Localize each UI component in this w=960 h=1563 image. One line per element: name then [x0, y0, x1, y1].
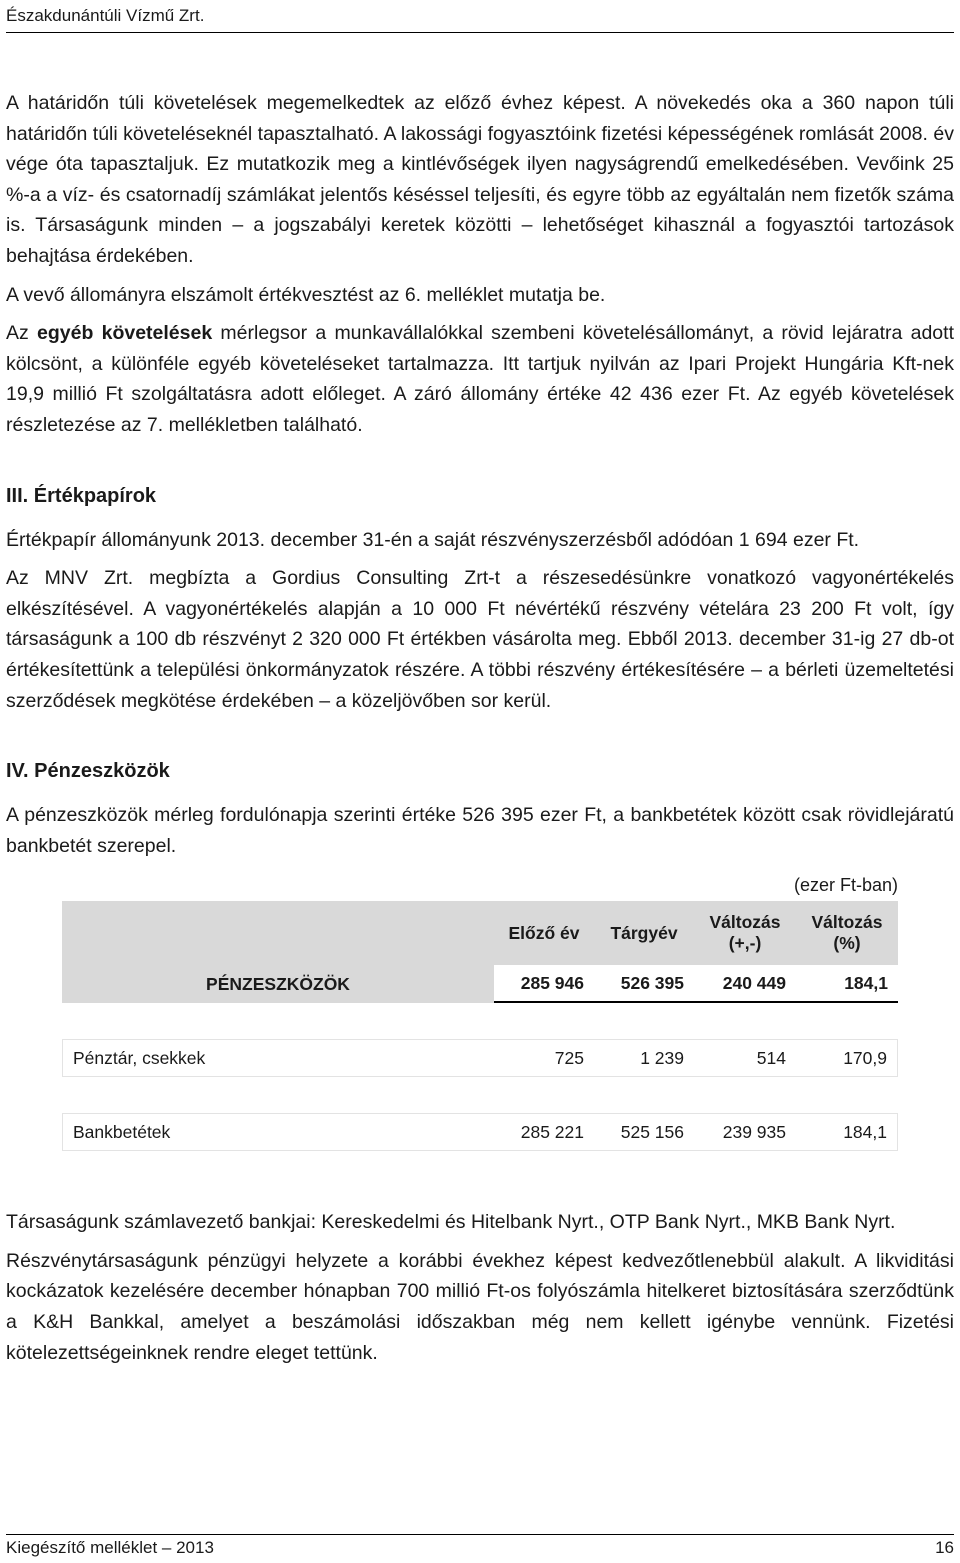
section-cash-title: IV. Pénzeszközök: [6, 760, 170, 783]
footer-title: Kiegészítő melléklet – 2013: [6, 1538, 214, 1557]
paragraph-other-receivables: [6, 318, 954, 440]
paragraph-cash-balance: A pénzeszközök mérleg fordulónapja szerinti értéke 526 395 ezer Ft, a bankbetétek között csak rövidlejáratú bankbetét szerepel.: [6, 804, 954, 857]
paragraph-overdue-receivables: A határidőn túli követelések megemelkedtek az előző évhez képest. A növekedés oka a 360 napon túli határidőn túli követeléseknél tapasztalható. A lakossági fogyasztóink fizetési képességének romlását 2008. év vége óta tapasztaljuk. Ez mutatkozik meg a kintlévőségek ilyen nagyságrendű emelkedésében. Vevőink 25 %-a a víz- és csatornadíj számlákat jelentős késéssel teljesíti, és egyre több az egyáltalán nem fizetők száma is. Társaságunk minden – a jogszabályi keretek közötti – lehetőséget kihasznál a fogyasztói tartozások behajtása érdekében.: [6, 92, 954, 267]
cell-change-pct: 184,1: [796, 1113, 898, 1151]
total-current-year: 526 395: [594, 965, 694, 1003]
document-body: [6, 88, 954, 1368]
paragraph-financial-position: Részvénytársaságunk pénzügyi helyzete a korábbi évekhez képest kedvezőtlenebbül alakult. A likviditási kockázatok kezelésére december hónapban 700 millió Ft-os folyószámla hitelkeret biztosítására szerződtünk a K&H Bankkal, amelyet a beszámolási időszakban még nem kellett igénybe vennünk. Fizetési kötelezettségeinknek rendre eleget tettünk.: [6, 1249, 954, 1364]
page-footer: [6, 1534, 954, 1561]
page-header: [6, 4, 954, 33]
col-header-current-year: Tárgyév: [594, 901, 694, 965]
cell-change-abs: 239 935: [694, 1113, 796, 1151]
cell-change-abs: 514: [694, 1039, 796, 1077]
col-header-change-pct: Változás (%): [796, 901, 898, 965]
cell-previous-year: 725: [494, 1039, 594, 1077]
table-unit-note: (ezer Ft-ban): [793, 875, 898, 896]
col-header-previous-year: Előző év: [494, 901, 594, 965]
paragraph-impairment-note: A vevő állományra elszámolt értékvesztést az 6. melléklet mutatja be.: [6, 283, 606, 306]
other-receivables-bold: egyéb követelések: [37, 322, 213, 345]
row-label: Pénztár, csekkek: [62, 1039, 494, 1077]
cell-change-pct: 170,9: [796, 1039, 898, 1077]
other-receivables-text: mérlegsor a munkavállalókkal szembeni követelésállományt, a rövid lejáratra adott kölcsönt, a különféle egyéb követeléseket tartalmazza. Itt tartjuk nyilván az Ipari Projekt Hungária Kft-nek 19,9 millió Ft szolgáltatásra adott előleget. A záró állomány értéke 42 436 ezer Ft. Az egyéb követelések részletezése az 7. mellékletben található.: [6, 322, 954, 436]
other-receivables-prefix: Az: [6, 322, 37, 345]
section-securities-title: III. Értékpapírok: [6, 484, 157, 507]
cash-table: [62, 901, 898, 1151]
table-title: PÉNZESZKÖZÖK: [62, 901, 494, 1003]
row-label: Bankbetétek: [62, 1113, 494, 1151]
paragraph-banks: Társaságunk számlavezető bankjai: Kereskedelmi és Hitelbank Nyrt., OTP Bank Nyrt., MKB Bank Nyrt.: [6, 1211, 896, 1234]
company-name: Északdunántúli Vízmű Zrt.: [6, 6, 205, 25]
cell-current-year: 525 156: [594, 1113, 694, 1151]
table-row: [62, 1039, 898, 1077]
table-row: [62, 1113, 898, 1151]
page-number: 16: [935, 1538, 954, 1557]
total-previous-year: 285 946: [494, 965, 594, 1003]
total-change-pct: 184,1: [796, 965, 898, 1003]
col-header-change-abs: Változás (+,-): [694, 901, 796, 965]
cell-previous-year: 285 221: [494, 1113, 594, 1151]
table-header-row: [62, 901, 898, 965]
paragraph-securities-balance: Értékpapír állományunk 2013. december 31-én a saját részvényszerzésből adódóan 1 694 ezer Ft.: [6, 528, 860, 551]
paragraph-securities-valuation: Az MNV Zrt. megbízta a Gordius Consulting Zrt-t a részesedésünkre vonatkozó vagyonértékelés elkészítésével. A vagyonértékelés alapján a 10 000 Ft névértékű részvény vételára 23 200 Ft volt, így társaságunk a 100 db részvényt 2 320 000 Ft értékben vásárolta meg. Ebből 2013. december 31-ig 27 db-ot értékesítettünk a települési önkormányzatok részére. A többi részvény értékesítésére – a bérleti üzemeltetési szerződések megkötése érdekében – a közeljövőben sor kerül.: [6, 567, 954, 712]
total-change-abs: 240 449: [694, 965, 796, 1003]
cell-current-year: 1 239: [594, 1039, 694, 1077]
